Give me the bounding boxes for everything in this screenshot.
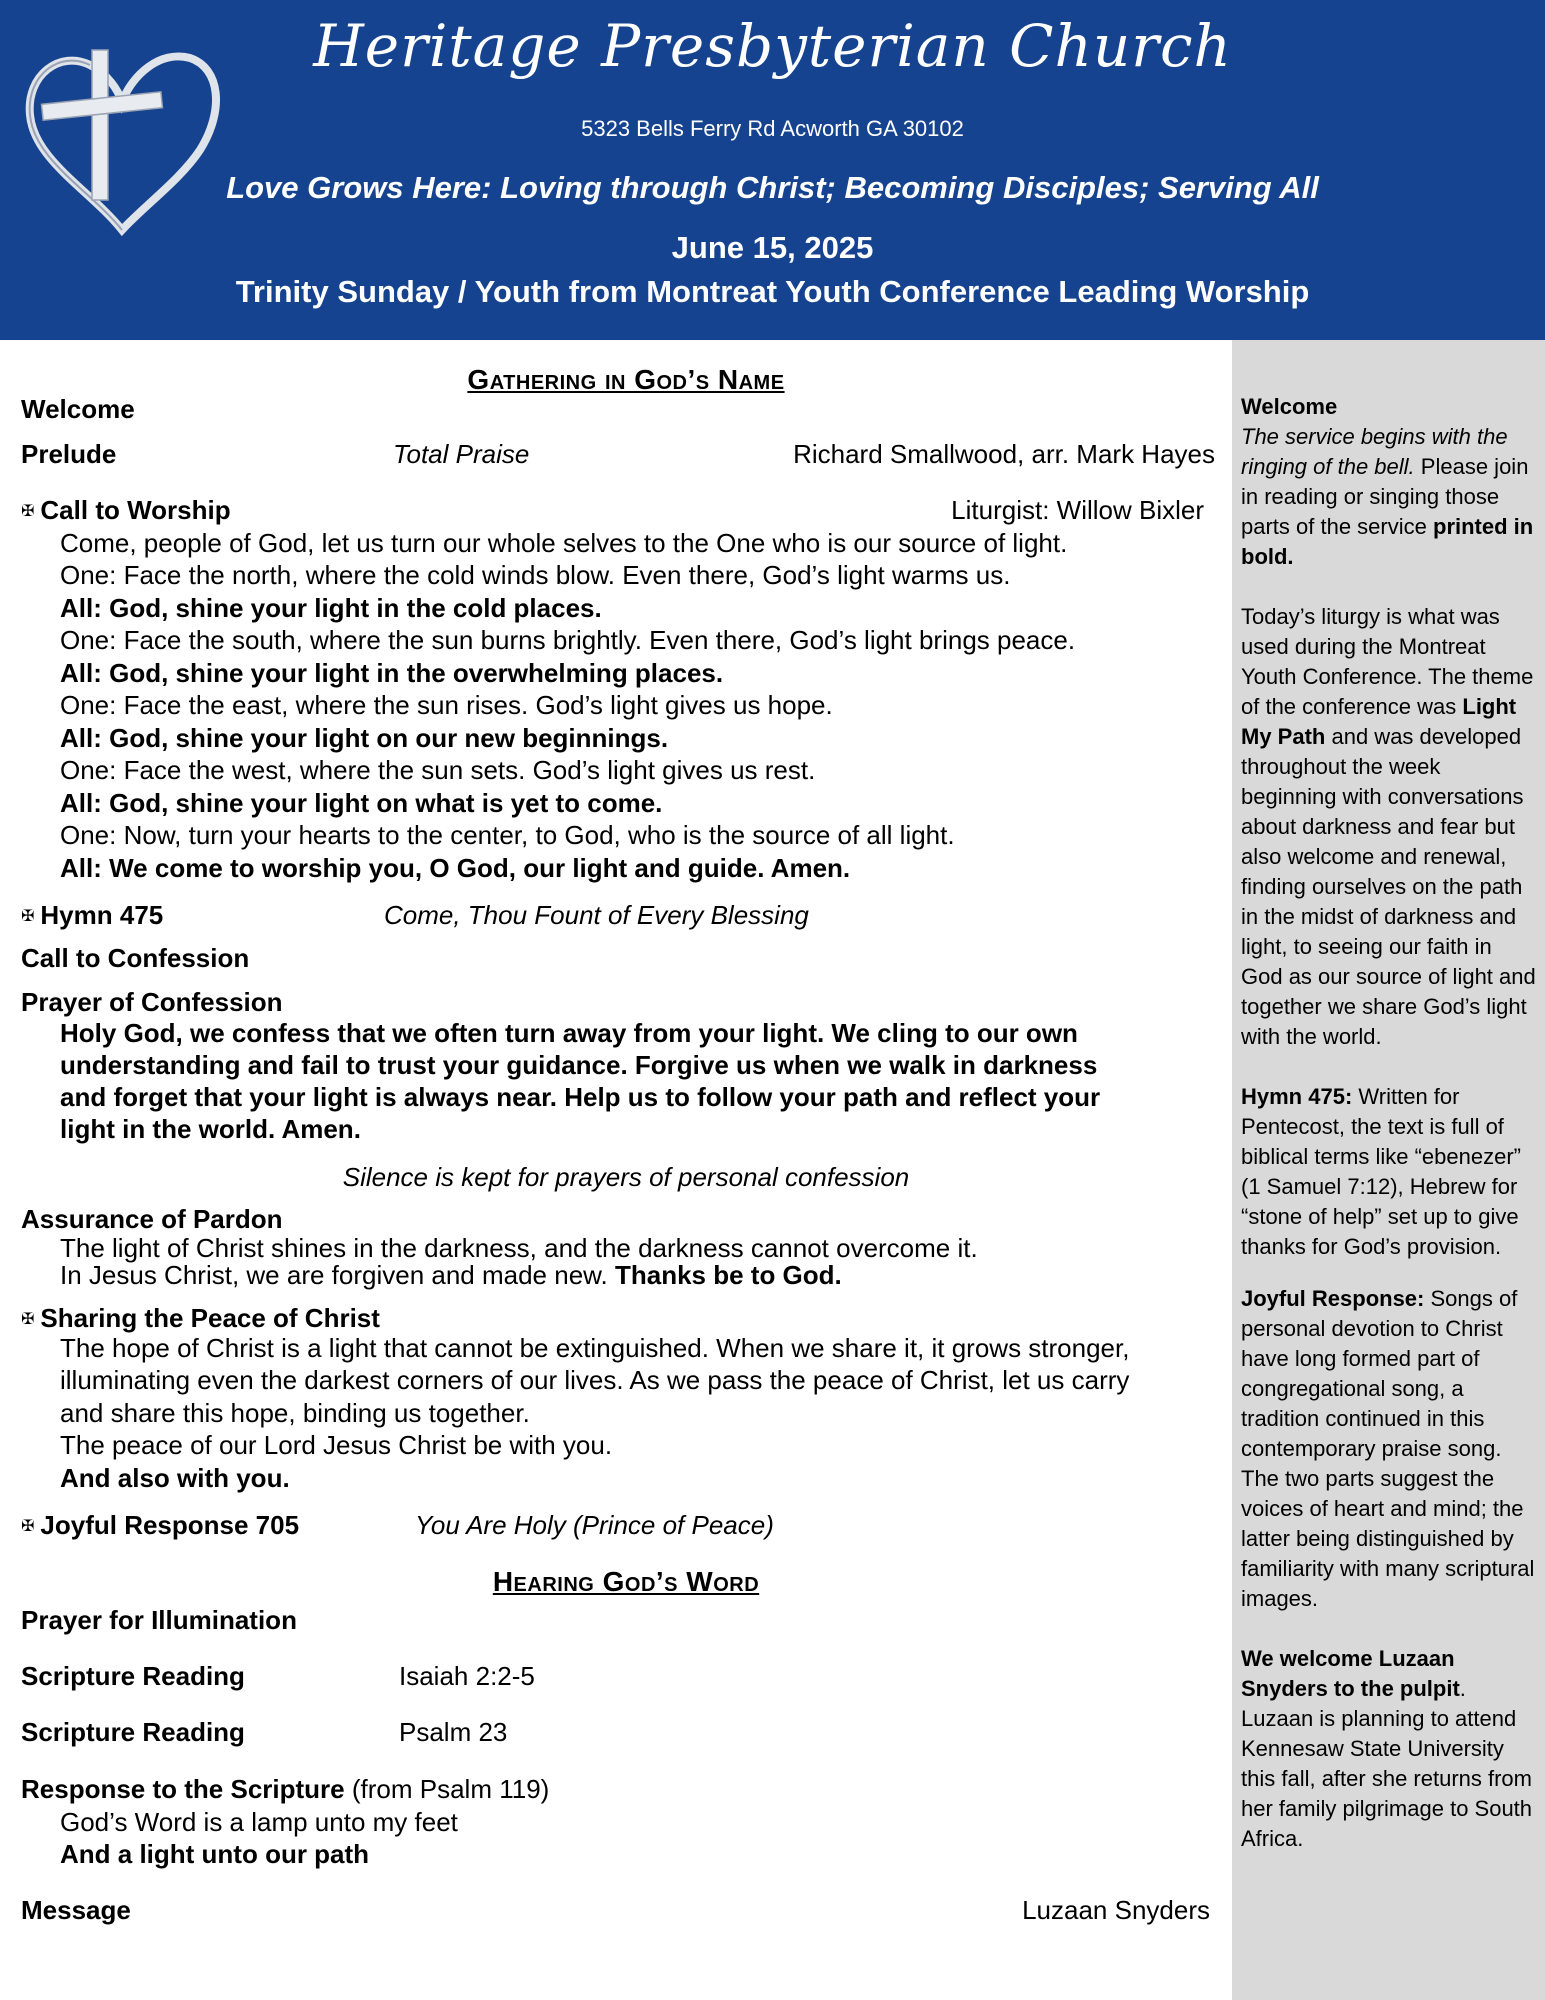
welcome-speaker-note: We welcome Luzaan Snyders to the pulpit. Luzaan is planning to attend Kennesaw State University this fall, after she returns from her family pilgrimage to South Africa. <box>1241 1646 1533 1851</box>
prayer-of-confession-label: Prayer of Confession <box>21 987 283 1017</box>
confession-line: understanding and fail to trust your guidance. Forgive us when we walk in darkness <box>60 1050 1098 1080</box>
response-line: God’s Word is a lamp unto my feet <box>60 1807 458 1837</box>
liturgy-line: One: Face the east, where the sun rises. God’s light gives us hope. <box>60 690 833 720</box>
peace-line: and share this hope, binding us together. <box>60 1398 530 1428</box>
liturgy-line: All: We come to worship you, O God, our light and guide. Amen. <box>60 853 851 883</box>
prelude-composer: Richard Smallwood, arr. Mark Hayes <box>793 439 1215 469</box>
scripture-reference: Psalm 23 <box>399 1717 508 1747</box>
response-to-scripture-label: Response to the Scripture (from Psalm 119) <box>21 1774 550 1804</box>
peace-line: The peace of our Lord Jesus Christ be with you. <box>60 1430 613 1460</box>
welcome-label: Welcome <box>21 394 135 424</box>
prelude-label: Prelude <box>21 439 117 469</box>
liturgy-line: One: Now, turn your hearts to the center, to God, who is the source of all light. <box>60 820 955 850</box>
peace-line: The hope of Christ is a light that cannot be extinguished. When we share it, it grows stronger, <box>60 1333 1130 1363</box>
liturgy-line: Come, people of God, let us turn our whole selves to the One who is our source of light. <box>60 528 1068 558</box>
scripture-reference: Isaiah 2:2-5 <box>399 1661 535 1691</box>
message-label: Message <box>21 1895 131 1925</box>
church-name: Heritage Presbyterian Church <box>313 12 1232 80</box>
liturgy-line: All: God, shine your light on what is yet to come. <box>60 788 663 818</box>
prelude-title: Total Praise <box>393 439 530 469</box>
confession-line: Holy God, we confess that we often turn away from your light. We cling to our own <box>60 1018 1078 1048</box>
peace-response: And also with you. <box>60 1463 290 1493</box>
cross-icon: ✠ <box>21 908 35 925</box>
liturgy-line: All: God, shine your light on our new beginnings. <box>60 723 669 753</box>
liturgy-note: Today’s liturgy is what was used during the Montreat Youth Conference. The theme of the conference was Light My Path and was developed throughout the week beginning with conversations about darkness and fear but also welcome and renewal, finding ourselves on the path in the midst of darkness and light, to seeing our faith in God as our source of light and together we share God’s light with the world. <box>1241 604 1536 1049</box>
joyful-response-note: Joyful Response: Songs of personal devotion to Christ have long formed part of congregational song, a tradition continued in this contemporary praise song. The two parts suggest the voices of heart and mind; the latter being distinguished by familiarity with many scriptural images. <box>1241 1286 1535 1611</box>
section-heading-hearing: Hearing God’s Word <box>492 1566 760 1597</box>
service-subtitle: Trinity Sunday / Youth from Montreat Youth Conference Leading Worship <box>235 274 1310 309</box>
confession-line: and forget that your light is always near. Help us to follow your path and reflect your <box>60 1082 1101 1112</box>
liturgy-line: One: Face the north, where the cold winds blow. Even there, God’s light warms us. <box>60 560 1011 590</box>
prayer-for-illumination-label: Prayer for Illumination <box>21 1605 297 1635</box>
cross-icon: ✠ <box>21 1311 35 1328</box>
welcome-note: Welcome The service begins with the ringing of the bell. Please join in reading or singing those parts of the service printed in bold. <box>1241 394 1534 569</box>
cross-icon: ✠ <box>21 1518 35 1535</box>
response-line: And a light unto our path <box>60 1839 370 1869</box>
peace-label: ✠ Sharing the Peace of Christ <box>21 1303 380 1333</box>
liturgy-line: One: Face the south, where the sun burns brightly. Even there, God’s light brings peace. <box>60 625 1076 655</box>
liturgy-line: One: Face the west, where the sun sets. God’s light gives us rest. <box>60 755 816 785</box>
service-date: June 15, 2025 <box>671 230 874 265</box>
joyful-response-title: You Are Holy (Prince of Peace) <box>415 1510 774 1540</box>
joyful-response-label: ✠ Joyful Response 705 <box>21 1510 300 1540</box>
assurance-label: Assurance of Pardon <box>21 1204 283 1234</box>
confession-line: light in the world. Amen. <box>60 1114 361 1144</box>
cross-icon: ✠ <box>21 503 35 520</box>
hymn-note: Hymn 475: Written for Pentecost, the text is full of biblical terms like “ebenezer” (1 Samuel 7:12), Hebrew for “stone of help” set up to give thanks for God’s provision. <box>1241 1084 1521 1259</box>
liturgist: Liturgist: Willow Bixler <box>951 495 1204 525</box>
church-header <box>0 0 1545 340</box>
hymn-label: ✠ Hymn 475 <box>21 900 164 930</box>
scripture-reading-label: Scripture Reading <box>21 1717 245 1747</box>
message-speaker: Luzaan Snyders <box>1022 1895 1210 1925</box>
assurance-line: In Jesus Christ, we are forgiven and made new. Thanks be to God. <box>60 1260 842 1290</box>
order-of-worship <box>0 340 1232 2000</box>
sidebar-notes <box>1232 340 1545 2000</box>
church-address: 5323 Bells Ferry Rd Acworth GA 30102 <box>581 116 964 141</box>
call-to-confession-label: Call to Confession <box>21 943 250 973</box>
liturgy-line: All: God, shine your light in the cold places. <box>60 593 602 623</box>
call-to-worship-label: ✠ Call to Worship <box>21 495 231 525</box>
silence-note: Silence is kept for prayers of personal confession <box>342 1162 910 1192</box>
peace-line: illuminating even the darkest corners of our lives. As we pass the peace of Christ, let us carry <box>60 1365 1130 1395</box>
tagline: Love Grows Here: Loving through Christ; Becoming Disciples; Serving All <box>226 170 1319 205</box>
liturgy-line: All: God, shine your light in the overwhelming places. <box>60 658 724 688</box>
scripture-reading-label: Scripture Reading <box>21 1661 245 1691</box>
hymn-title: Come, Thou Fount of Every Blessing <box>384 900 809 930</box>
section-heading-gathering: Gathering in God’s Name <box>467 364 785 395</box>
assurance-line: The light of Christ shines in the darkness, and the darkness cannot overcome it. <box>60 1233 978 1263</box>
